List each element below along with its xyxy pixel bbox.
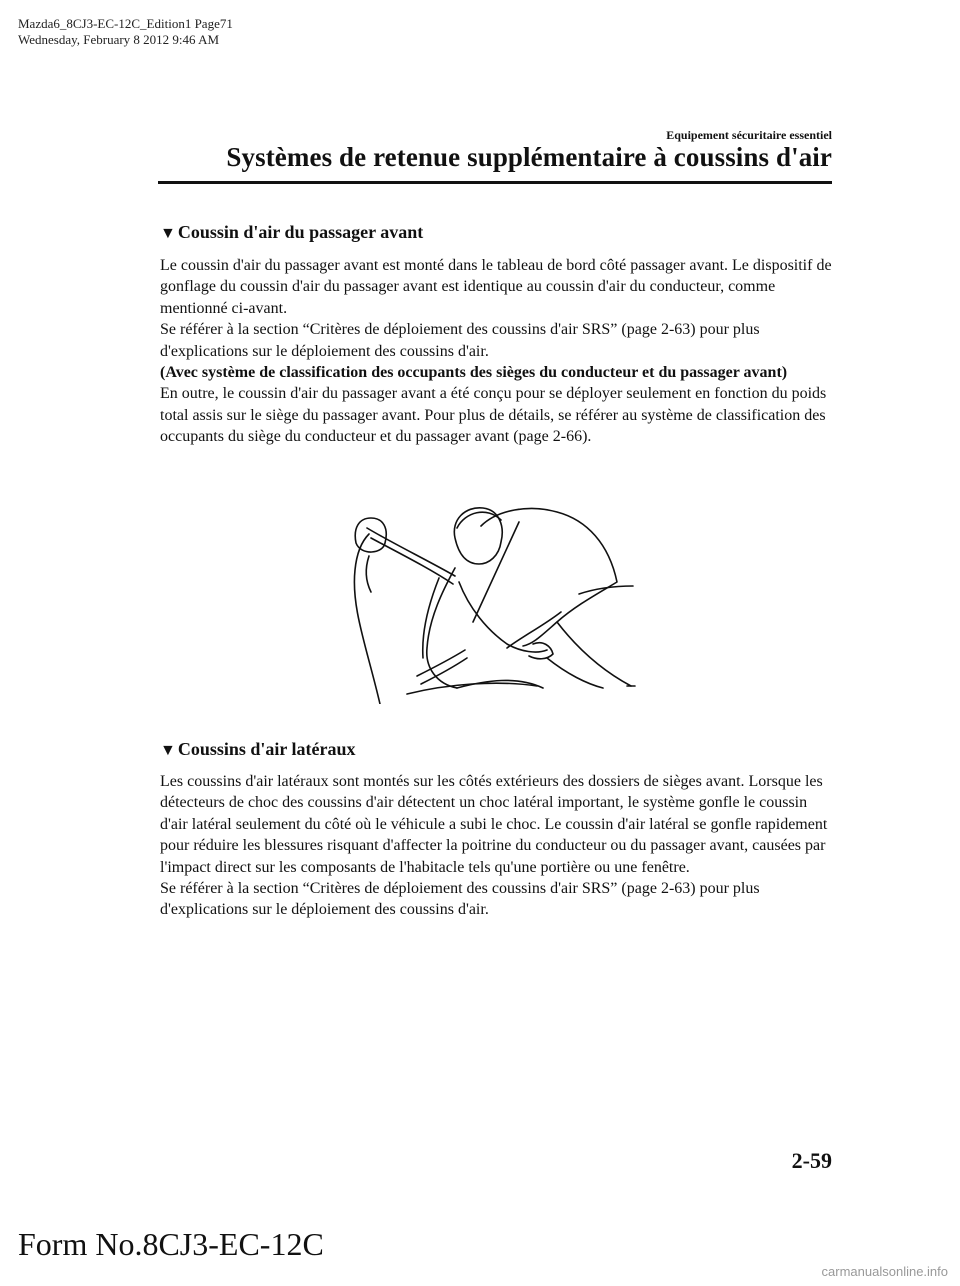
paragraph: En outre, le coussin d'air du passager avant a été conçu pour se déployer seulement en fonction du poids total assis sur le siège du passager avant. Pour plus de détails, se référer au système de classification des occupants du siège du conducteur et du passager avant (page 2-66).	[160, 385, 827, 446]
form-number: Form No.8CJ3-EC-12C	[18, 1226, 324, 1262]
triangle-marker-icon: ▼	[160, 742, 176, 759]
print-header-date: Wednesday, February 8 2012 9:46 AM	[18, 32, 220, 47]
title-rule	[158, 181, 832, 184]
paragraph: Se référer à la section “Critères de déploiement des coussins d'air SRS” (page 2-63) pour plus d'explications sur le déploiement des coussins d'air.	[160, 321, 760, 360]
paragraph: Se référer à la section “Critères de déploiement des coussins d'air SRS” (page 2-63) pour plus d'explications sur le déploiement des coussins d'air.	[160, 880, 760, 919]
passenger-airbag-illustration	[347, 498, 637, 704]
section-heading-passenger-airbag	[160, 222, 423, 243]
airbag-lower-edge	[507, 612, 561, 648]
seatbelt-shoulder-edge	[371, 538, 453, 584]
passenger-back	[423, 578, 439, 658]
dashboard-lower	[547, 658, 603, 688]
triangle-marker-icon: ▼	[160, 225, 176, 242]
paragraph: Les coussins d'air latéraux sont montés sur les côtés extérieurs des dossiers de sièges avant. Lorsque les détecteurs de choc des coussins d'air détectent un choc latéral important, le système gonfle le coussin d'air latéral seulement du côté où le véhicule a subi le choc. Le coussin d'air latéral se gonfle rapidement pour réduire les blessures risquant d'affecter la poitrine du conducteur ou du passager avant, causées par l'impact direct sur les composants de l'habitacle tels qu'une portière ou une fenêtre.	[160, 773, 828, 876]
windshield-line	[473, 522, 519, 622]
section-heading-text: Coussins d'air latéraux	[177, 739, 356, 759]
watermark: carmanualsonline.info	[821, 1264, 948, 1279]
page-title: Systèmes de retenue supplémentaire à coussins d'air	[226, 142, 832, 172]
print-header-file: Mazda6_8CJ3-EC-12C_Edition1 Page71	[18, 16, 233, 31]
page-number: 2-59	[791, 1148, 832, 1173]
seatbelt-shoulder	[367, 528, 455, 576]
dashboard-top	[579, 586, 633, 594]
dashboard-front	[557, 622, 631, 686]
passenger-hand	[529, 643, 553, 659]
paragraph: Le coussin d'air du passager avant est monté dans le tableau de bord côté passager avant. Le dispositif de gonflage du coussin d'air du passager avant est identique au coussin d'air du conducteur, comme mentionné ci-avant.	[160, 257, 832, 317]
section-body-passenger-airbag	[160, 255, 832, 448]
section-label: Equipement sécuritaire essentiel	[666, 128, 832, 142]
section-body-side-airbags	[160, 771, 832, 921]
passenger-hair	[457, 512, 501, 528]
passenger-torso	[427, 568, 457, 688]
paragraph-bold-note: (Avec système de classification des occupants des sièges du conducteur et du passager avant)	[160, 364, 788, 382]
print-header	[18, 16, 233, 48]
section-heading-text: Coussin d'air du passager avant	[177, 222, 424, 242]
seat-inner-line	[366, 556, 371, 592]
section-heading-side-airbags	[160, 739, 356, 760]
